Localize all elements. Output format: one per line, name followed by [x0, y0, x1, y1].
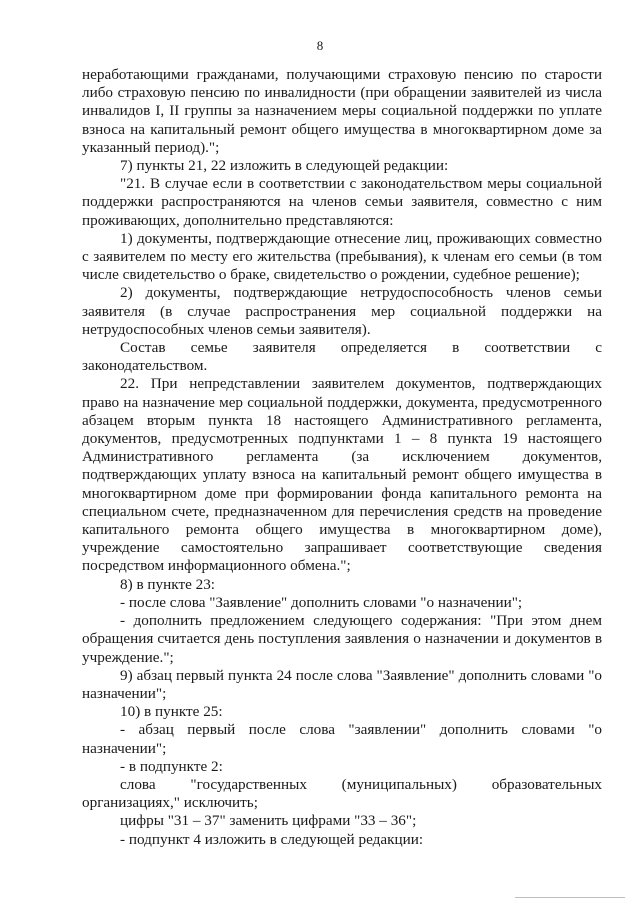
paragraph: 9) абзац первый пункта 24 после слова "Заявление" дополнить словами "о назначении";: [82, 666, 602, 702]
paragraph: 10) в пункте 25:: [120, 703, 223, 721]
paragraph: цифры "31 – 37" заменить цифрами "33 – 36";: [120, 812, 417, 830]
paragraph: Состав семье заявителя определяется в соответствии с законодательством.: [82, 339, 602, 375]
paragraph: - подпункт 4 изложить в следующей редакции:: [120, 830, 424, 848]
paragraph: слова "государственных (муниципальных) образовательных организациях," исключить;: [82, 775, 602, 812]
page-number: 8: [316, 38, 324, 53]
paragraph: - дополнить предложением следующего содержания: "При этом днем обращения считается день поступления заявления о назначении и документов в учреждение.";: [82, 612, 602, 666]
scan-artifact-line: [515, 897, 625, 898]
paragraph: 22. При непредставлении заявителем документов, подтверждающих право на назначение мер социальной поддержки, документа, предусмотренного абзацем вторым пункта 18 настоящего Административного регламента, документов, предусмотренных подпунктами 1 – 8 пункта 19 настоящего Административного регламента (за исключением документов, подтверждающих уплату взноса на капитальный ремонт общего имущества в многоквартирном доме при формировании фонда капитального ремонта на специальном счете, предназначенном для перечисления средств на проведение капитального ремонта общего имущества в многоквартирном доме), учреждение самостоятельно запрашивает соответствующие сведения посредством информационного обмена.";: [82, 375, 602, 575]
paragraph: - после слова "Заявление" дополнить словами "о назначении";: [120, 593, 523, 611]
paragraph: неработающими гражданами, получающими страховую пенсию по старости либо страховую пенсию по инвалидности (при обращении заявителей из числа инвалидов I, II группы за назначением меры социальной поддержки по уплате взноса на капитальный ремонт общего имущества в многоквартирном доме за указанный период).";: [82, 66, 602, 156]
paragraph: - абзац первый после слова "заявлении" дополнить словами "о назначении";: [82, 721, 602, 757]
paragraph: 1) документы, подтверждающие отнесение лиц, проживающих совместно с заявителем по месту его жительства (пребывания), к членам его семьи (в том числе свидетельство о браке, свидетельство о рождении, судебное решение);: [82, 229, 602, 284]
paragraph: - в подпункте 2:: [120, 757, 223, 775]
paragraph: "21. В случае если в соответствии с законодательством меры социальной поддержки распространяются на членов семьи заявителя, совместно с ним проживающих, дополнительно представляются:: [82, 175, 602, 229]
document-body: [82, 66, 602, 849]
paragraph: 2) документы, подтверждающие нетрудоспособность членов семьи заявителя (в случае распространения мер социальной поддержки на нетрудоспособных членов семьи заявителя).: [82, 284, 602, 338]
paragraph: 8) в пункте 23:: [120, 575, 216, 593]
paragraph: 7) пункты 21, 22 изложить в следующей редакции:: [120, 157, 449, 175]
